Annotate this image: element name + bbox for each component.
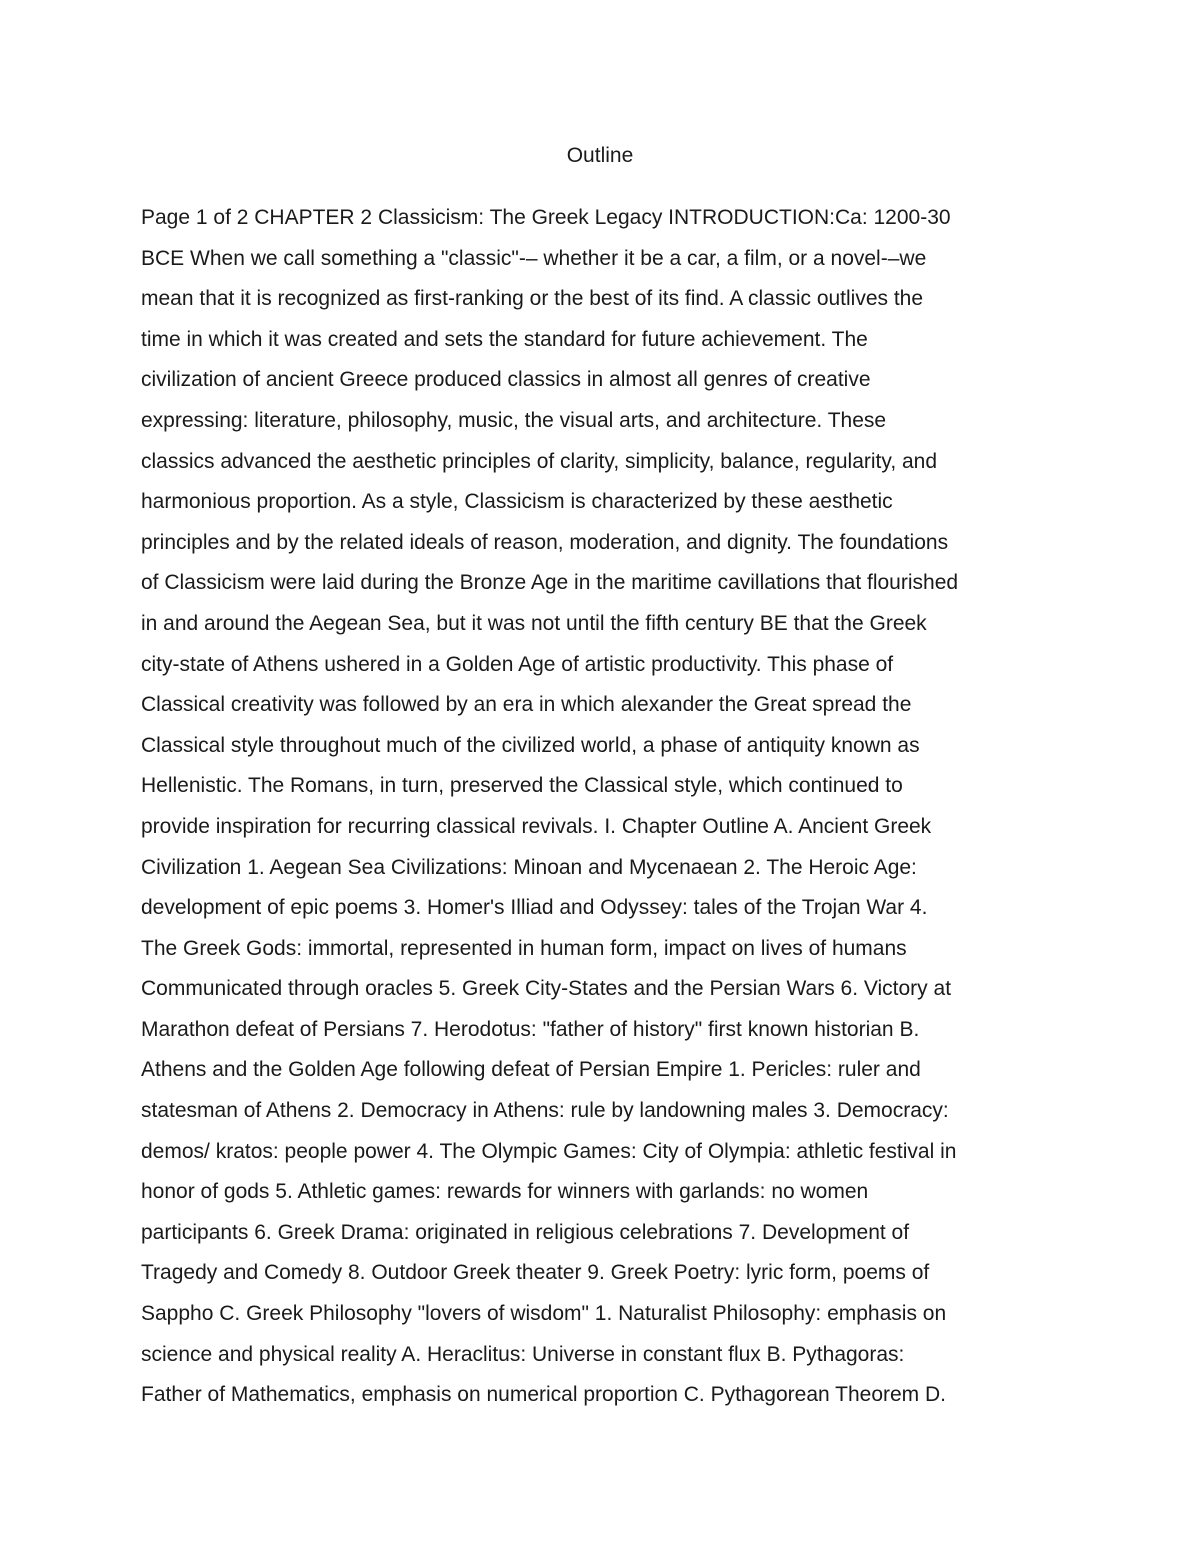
page-title: Outline bbox=[566, 144, 634, 167]
body-text: Page 1 of 2 CHAPTER 2 Classicism: The Greek Legacy INTRODUCTION:Ca: 1200-30 BCE When we call something a "classic"-– whether it be a car, a film, or a novel-–we mean that it is recognized as first-ranking or the best of its find. A classic outlives the time in which it was created and sets the standard for future achievement. The civilization of ancient Greece produced classics in almost all genres of creative expressing: literature, philosophy, music, the visual arts, and architecture. These classics advanced the aesthetic principles of clarity, simplicity, balance, regularity, and harmonious proportion. As a style, Classicism is characterized by these aesthetic principles and by the related ideals of reason, moderation, and dignity. The foundations of Classicism were laid during the Bronze Age in the maritime cavillations that flourished in and around the Aegean Sea, but it was not until the fifth century BE that the Greek city-state of Athens ushered in a Golden Age of artistic productivity. This phase of Classical creativity was followed by an era in which alexander the Great spread the Classical style throughout much of the civilized world, a phase of antiquity known as Hellenistic. The Romans, in turn, preserved the Classical style, which continued to provide inspiration for recurring classical revivals. I. Chapter Outline A. Ancient Greek Civilization 1. Aegean Sea Civilizations: Minoan and Mycenaean 2. The Heroic Age: development of epic poems 3. Homer's Illiad and Odyssey: tales of the Trojan War 4. The Greek Gods: immortal, represented in human form, impact on lives of humans Communicated through oracles 5. Greek City-States and the Persian Wars 6. Victory at Marathon defeat of Persians 7. Herodotus: "father of history" first known historian B. Athens and the Golden Age following defeat of Persian Empire 1. Pericles: ruler and statesman of Athens 2. Democracy in Athens: rule by landowning males 3. Democracy: demos/ kratos: people power 4. The Olympic Games: City of Olympia: athletic festival in honor of gods 5. Athletic games: rewards for winners with garlands: no women participants 6. Greek Drama: originated in religious celebrations 7. Development of Tragedy and Comedy 8. Outdoor Greek theater 9. Greek Poetry: lyric form, poems of Sappho C. Greek Philosophy "lovers of wisdom" 1. Naturalist Philosophy: emphasis on science and physical reality A. Heraclitus: Universe in constant flux B. Pythagoras: Father of Mathematics, emphasis on numerical proportion C. Pythagorean Theorem D. bbox=[141, 206, 959, 1407]
